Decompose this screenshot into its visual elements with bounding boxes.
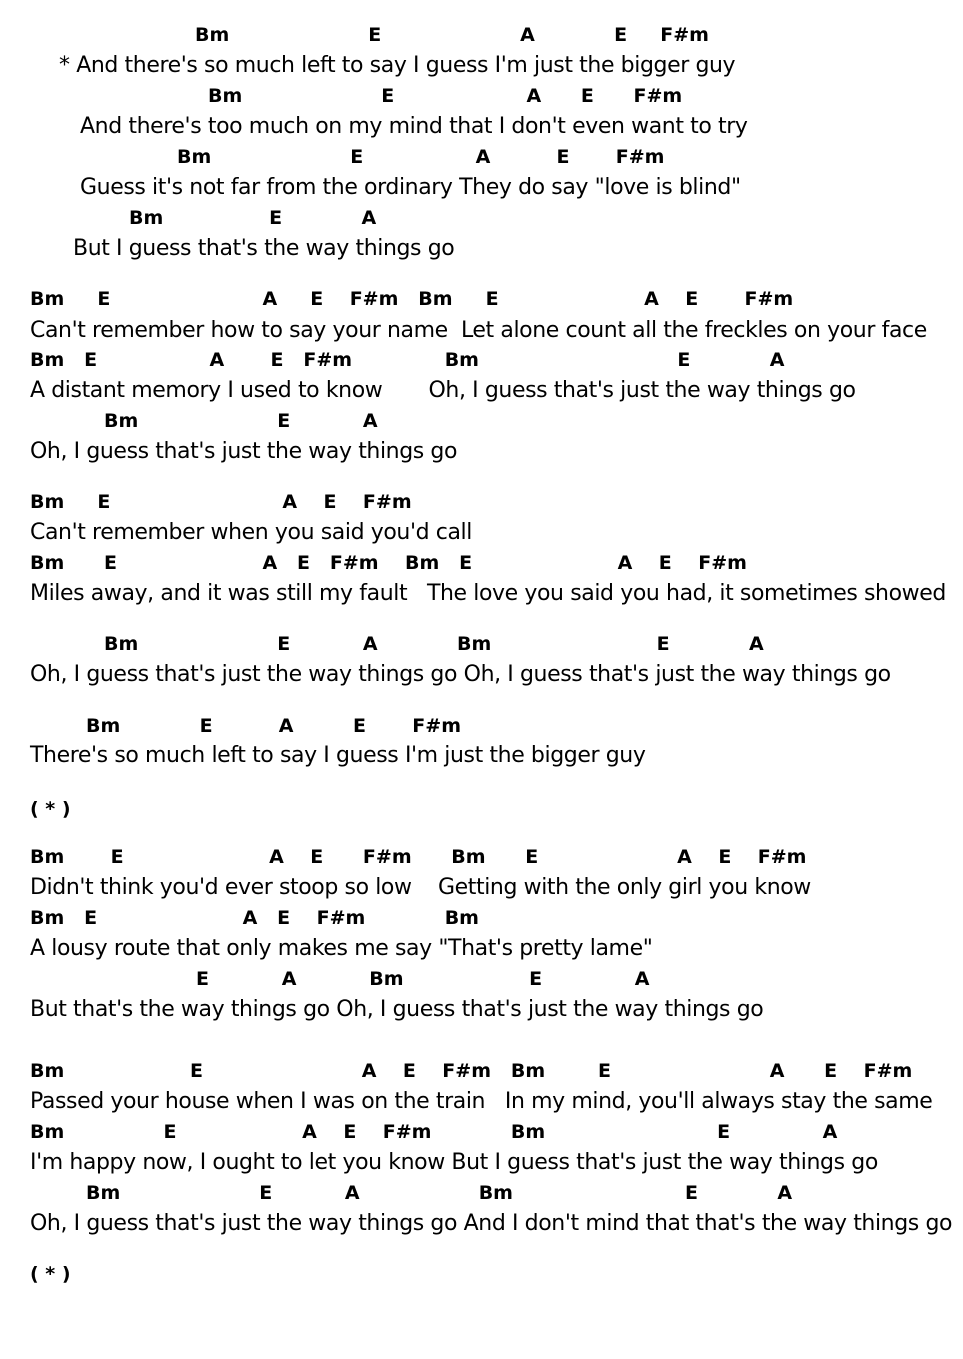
chord-line: Bm E A E F#m bbox=[86, 715, 461, 737]
lyric-line: Didn't think you'd ever stoop so low Getting with the only girl you know bbox=[30, 875, 811, 900]
chorus-repeat-marker: ( * ) bbox=[30, 1263, 71, 1285]
chord-line: Bm E A E F#m Bm E A bbox=[30, 349, 785, 371]
lyric-line: A distant memory I used to know Oh, I guess that's just the way things go bbox=[30, 378, 856, 403]
chord-line: Bm E A E F#m bbox=[195, 24, 709, 46]
lyric-line: * And there's so much left to say I guess I'm just the bigger guy bbox=[59, 53, 736, 78]
lyric-line: I'm happy now, I ought to let you know But I guess that's just the way things go bbox=[30, 1150, 878, 1175]
chord-line: Bm E A E F#m bbox=[208, 85, 683, 107]
chord-line: Bm E A E F#m Bm E A E F#m bbox=[30, 1060, 913, 1082]
chord-line: Bm E A bbox=[104, 410, 378, 432]
lyric-line: Oh, I guess that's just the way things go And I don't mind that that's the way things go bbox=[30, 1211, 953, 1236]
lyric-line: Can't remember when you said you'd call bbox=[30, 520, 472, 545]
lyric-line: Guess it's not far from the ordinary They do say "love is blind" bbox=[80, 175, 741, 200]
chord-line: Bm E A E F#m Bm E A E F#m bbox=[30, 552, 747, 574]
chord-line: E A Bm E A bbox=[196, 968, 650, 990]
lyric-line: Oh, I guess that's just the way things go bbox=[30, 439, 458, 464]
chord-line: Bm E A E F#m bbox=[177, 146, 665, 168]
chord-line: Bm E A Bm E A bbox=[104, 633, 764, 655]
lyric-line: There's so much left to say I guess I'm just the bigger guy bbox=[30, 743, 646, 768]
chord-line: Bm E A E F#m Bm E A bbox=[30, 1121, 838, 1143]
chord-line: Bm E A E F#m Bm E A E F#m bbox=[30, 846, 807, 868]
chord-line: Bm E A bbox=[129, 207, 377, 229]
lyric-line: Miles away, and it was still my fault The love you said you had, it sometimes showed bbox=[30, 581, 946, 606]
chord-line: Bm E A E F#m Bm E A E F#m bbox=[30, 288, 794, 310]
lyric-line: Oh, I guess that's just the way things go Oh, I guess that's just the way things go bbox=[30, 662, 891, 687]
lyric-line: And there's too much on my mind that I don't even want to try bbox=[80, 114, 748, 139]
chord-line: Bm E A E F#m bbox=[30, 491, 412, 513]
lyric-line: But that's the way things go Oh, I guess that's just the way things go bbox=[30, 997, 764, 1022]
lyric-line: A lousy route that only makes me say "That's pretty lame" bbox=[30, 936, 653, 961]
chorus-repeat-marker: ( * ) bbox=[30, 798, 71, 820]
chord-line: Bm E A E F#m Bm bbox=[30, 907, 479, 929]
lyric-line: But I guess that's the way things go bbox=[73, 236, 455, 261]
chord-line: Bm E A Bm E A bbox=[86, 1182, 793, 1204]
lyric-line: Can't remember how to say your name Let alone count all the freckles on your face bbox=[30, 318, 927, 343]
lyric-line: Passed your house when I was on the train In my mind, you'll always stay the same bbox=[30, 1089, 933, 1114]
